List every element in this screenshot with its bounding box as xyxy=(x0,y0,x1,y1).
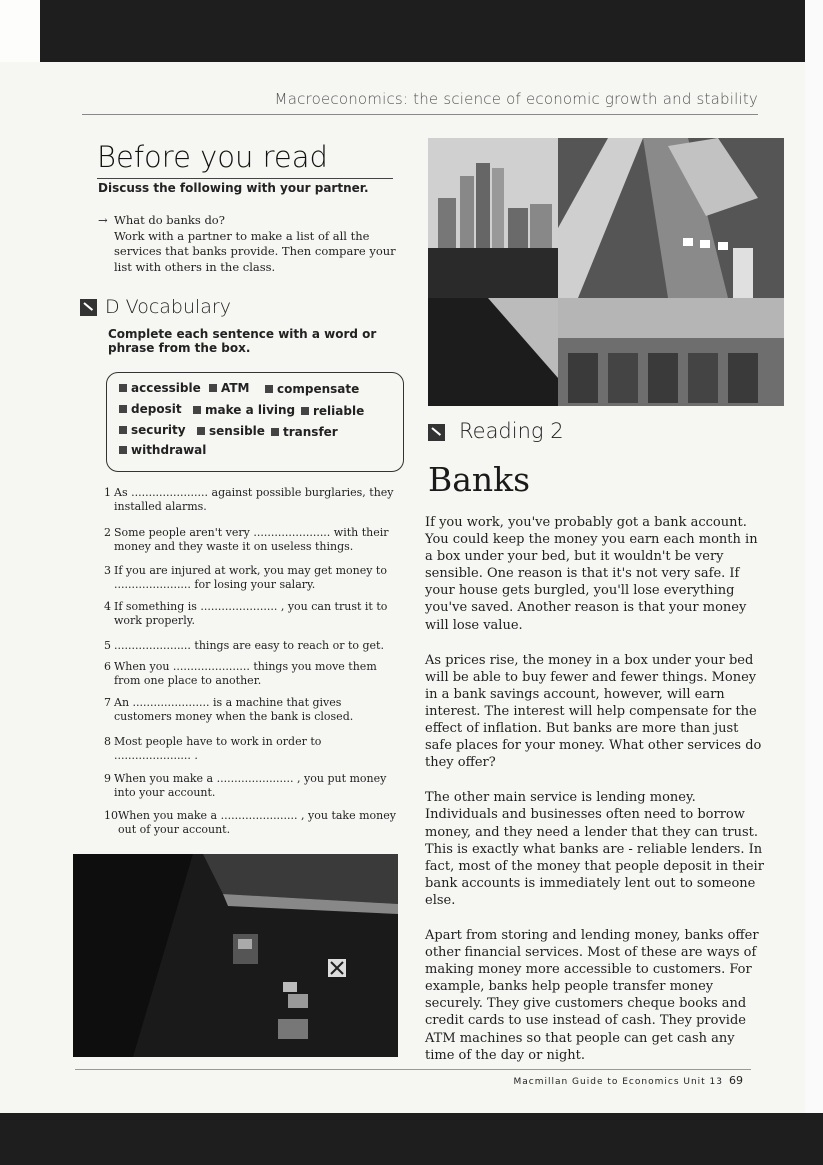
word-item: deposit xyxy=(119,402,182,416)
discuss-instruction: Discuss the following with your partner. xyxy=(98,181,369,195)
article-paragraph: As prices rise, the money in a box under your bed will be able to buy fewer and fewer things. Money in a bank savings account, however, will earn interest. The interest will help compensate for the effect of inflation. But banks are more than just safe places for your money. What other services do they offer? xyxy=(425,652,762,771)
word-item: make a living xyxy=(193,403,295,417)
vocabulary-heading-text: D Vocabulary xyxy=(105,296,231,318)
running-header xyxy=(82,88,758,115)
bullet-square-icon xyxy=(119,384,127,392)
reading-heading xyxy=(428,419,564,443)
page-footer xyxy=(513,1074,743,1087)
exercise-item: 4 If something is ...................... , you can trust it to work properly. xyxy=(104,600,388,627)
bullet-square-icon xyxy=(119,426,127,434)
article-body xyxy=(425,514,765,1082)
discussion-question xyxy=(98,213,398,275)
exercise-item: 2 Some people aren't very ...................... with their money and they waste it on useless things. xyxy=(104,526,389,553)
vocabulary-heading xyxy=(80,296,231,318)
word-item: accessible xyxy=(119,381,201,395)
exercise-item: 1 As ...................... against possible burglaries, they installed alarms. xyxy=(104,486,394,513)
word-item: reliable xyxy=(301,404,364,418)
word-item: sensible xyxy=(197,424,265,438)
task-text: Work with a partner to make a list of all the services that banks provide. Then compare your list with others in the class. xyxy=(114,228,396,274)
article-paragraph: Apart from storing and lending money, banks offer other financial services. Most of these are ways of making money more accessible to customers. For example, banks help people transfer money securely. They give customers cheque books and credit cards to use instead of cash. They provide ATM machines so that people can get cash any time of the day or night. xyxy=(425,927,759,1063)
word-item: compensate xyxy=(265,382,359,396)
word-item: ATM xyxy=(209,381,249,395)
word-box xyxy=(106,372,404,472)
bullet-square-icon xyxy=(197,427,205,435)
arrow-icon: → xyxy=(98,213,108,227)
title-underline xyxy=(97,178,393,179)
section-marker-icon xyxy=(80,299,97,316)
vocabulary-instruction: Complete each sentence with a word or phrase from the box. xyxy=(108,327,377,355)
bullet-square-icon xyxy=(265,385,273,393)
bank-buildings-photo xyxy=(428,138,784,406)
page-number: 69 xyxy=(729,1074,743,1087)
scan-edge xyxy=(0,0,40,62)
bullet-square-icon xyxy=(209,384,217,392)
before-you-read-title: Before you read xyxy=(97,140,328,174)
exercise-item: 6 When you ...................... things you move them from one place to another. xyxy=(104,660,377,687)
section-marker-icon xyxy=(428,424,445,441)
article-paragraph: If you work, you've probably got a bank account. You could keep the money you earn each month in a box under your bed, but it wouldn't be very sensible. One reason is that it's not very safe. If your house gets burgled, you'll lose everything you've saved. Another reason is that your money will lose value. xyxy=(425,515,758,633)
exercise-item: 5 ...................... things are easy to reach or to get. xyxy=(104,639,384,652)
bullet-square-icon xyxy=(193,406,201,414)
bullet-square-icon xyxy=(301,407,309,415)
word-item: transfer xyxy=(271,425,338,439)
running-title: Macroeconomics: the science of economic growth and stability xyxy=(274,90,758,108)
exercise-item: 8 Most people have to work in order to ...................... . xyxy=(104,735,322,762)
exercise-item: 10 When you make a ...................... , you take money out of your account. xyxy=(104,809,396,836)
reading-heading-text: Reading 2 xyxy=(459,419,564,443)
scan-border-right xyxy=(805,0,823,1165)
word-item: security xyxy=(119,423,186,437)
footer-rule xyxy=(75,1069,751,1070)
exercise-item: 3 If you are injured at work, you may get money to ...................... for losing your salary. xyxy=(104,564,387,591)
exercise-item: 7 An ...................... is a machine that gives customers money when the bank is closed. xyxy=(104,696,354,723)
article-paragraph: The other main service is lending money. Individuals and businesses often need to borrow money, and they need a lender that they can trust. This is exactly what banks are - reliable lenders. In fact, most of the money that people deposit in their bank accounts is immediately lent out to someone else. xyxy=(425,790,764,908)
scan-border-top xyxy=(0,0,823,62)
bullet-square-icon xyxy=(119,405,127,413)
atm-photo xyxy=(73,854,398,1057)
question-text: What do banks do? xyxy=(114,213,225,227)
exercise-item: 9 When you make a ...................... , you put money into your account. xyxy=(104,772,387,799)
scan-border-bottom xyxy=(0,1113,823,1165)
word-item: withdrawal xyxy=(119,443,206,457)
footer-text: Macmillan Guide to Economics Unit 13 xyxy=(513,1077,723,1087)
article-title: Banks xyxy=(428,460,531,499)
bullet-square-icon xyxy=(119,446,127,454)
bullet-square-icon xyxy=(271,428,279,436)
